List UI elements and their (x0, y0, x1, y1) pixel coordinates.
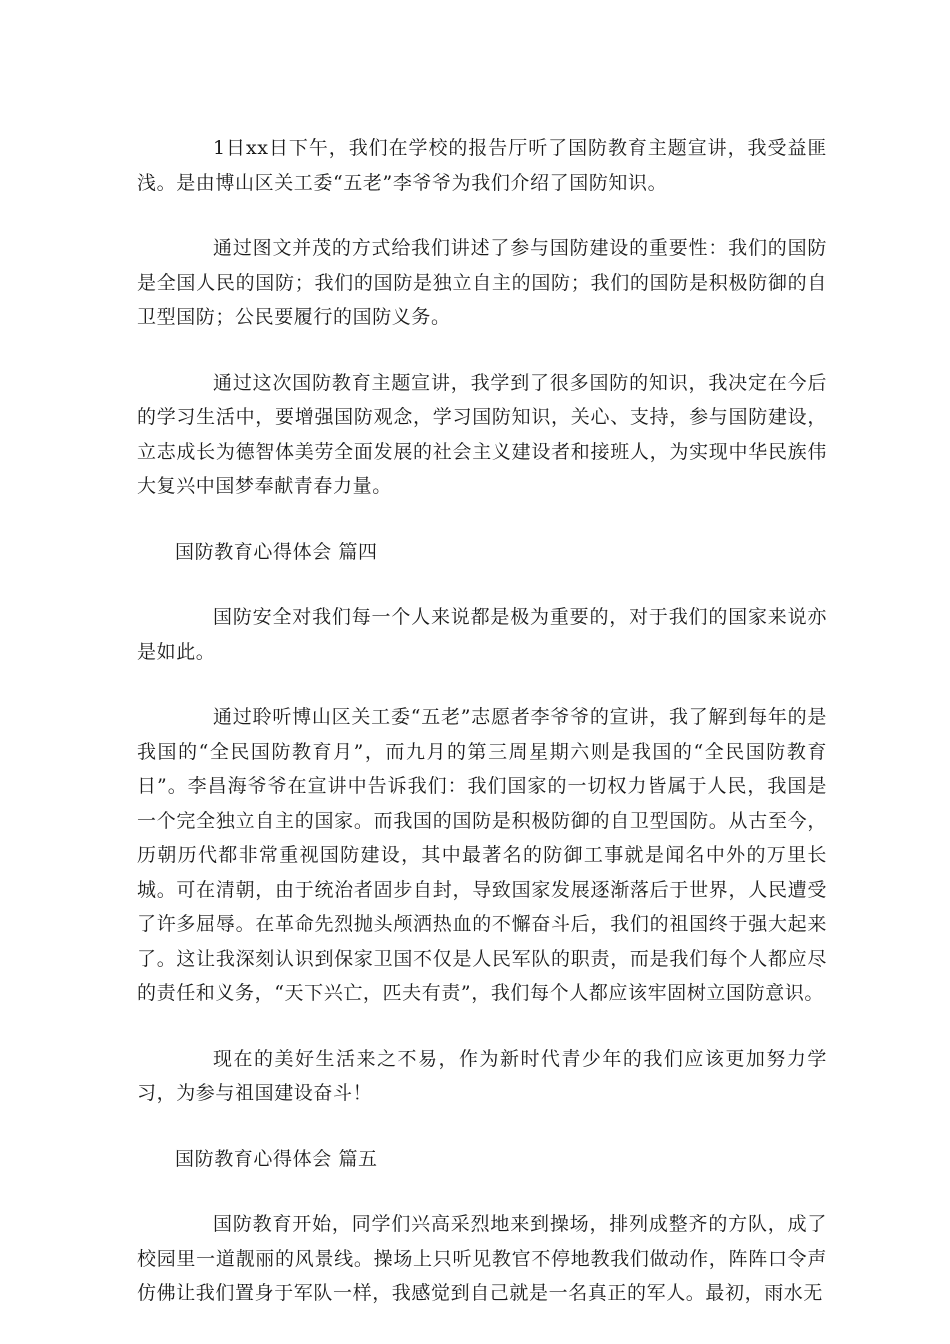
paragraph-lecture-intro: 1日xx日下午，我们在学校的报告厅听了国防教育主题宣讲，我受益匪浅。是由博山区关工委“五老”李爷爷为我们介绍了国防知识。 (137, 137, 827, 194)
paragraph-security-importance: 国防安全对我们每一个人来说都是极为重要的，对于我们的国家来说亦是如此。 (137, 606, 827, 663)
paragraph-training-start: 国防教育开始，同学们兴高采烈地来到操场，排列成整齐的方队，成了校园里一道靓丽的风景线。操场上只听见教官不停地教我们做动作，阵阵口令声仿佛让我们置身于军队一样，我感觉到自己就是一名真正的军人。最初，雨水无 (137, 1213, 827, 1304)
section-heading-part-five: 国防教育心得体会 篇五 (175, 1147, 378, 1170)
paragraph-study-hard: 现在的美好生活来之不易，作为新时代青少年的我们应该更加努力学习，为参与祖国建设奋斗！ (137, 1047, 827, 1104)
paragraph-history: 通过聆听博山区关工委“五老”志愿者李爷爷的宣讲，我了解到每年的是我国的“全民国防教育月”，而九月的第三周星期六则是我国的“全民国防教育日”。李昌海爷爷在宣讲中告诉我们：我们国家的一切权力皆属于人民，我国是一个完全独立自主的国家。而我国的国防是积极防御的自卫型国防。从古至今，历朝历代都非常重视国防建设，其中最著名的防御工事就是闻名中外的万里长城。可在清朝，由于统治者固步自封，导致国家发展逐渐落后于世界，人民遭受了许多屈辱。在革命先烈抛头颅洒热血的不懈奋斗后，我们的祖国终于强大起来了。这让我深刻认识到保家卫国不仅是人民军队的职责，而是我们每个人都应尽的责任和义务，“天下兴亡，匹夫有责”，我们每个人都应该牢固树立国防意识。 (137, 706, 827, 1004)
paragraph-defense-importance: 通过图文并茂的方式给我们讲述了参与国防建设的重要性：我们的国防是全国人民的国防；我们的国防是独立自主的国防；我们的国防是积极防御的自卫型国防；公民要履行的国防义务。 (137, 237, 827, 328)
section-heading-part-four: 国防教育心得体会 篇四 (175, 540, 378, 563)
document-body (137, 131, 827, 1342)
paragraph-resolution: 通过这次国防教育主题宣讲，我学到了很多国防的知识，我决定在今后的学习生活中，要增强国防观念，学习国防知识，关心、支持，参与国防建设，立志成长为德智体美劳全面发展的社会主义建设者和接班人，为实现中华民族伟大复兴中国梦奉献青春力量。 (137, 371, 827, 497)
